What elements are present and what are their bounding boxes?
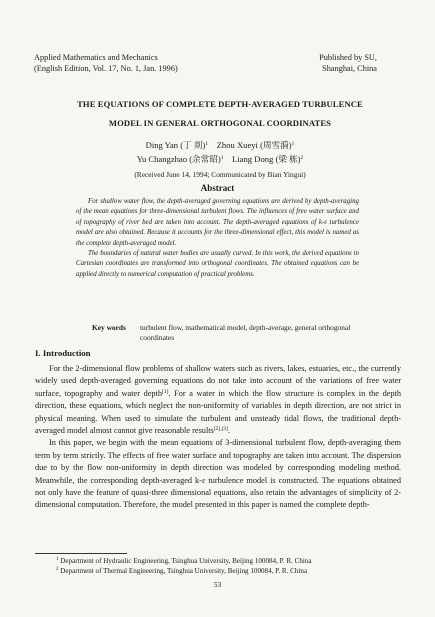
keywords-text: turbulent flow, mathematical model, depth-average, general orthogonal coordinates [140, 323, 351, 342]
author-yu-changzhao: Yu Changzhao (余常昭) [136, 154, 221, 164]
title-line-2: MODEL IN GENERAL ORTHOGONAL COORDINATES [108, 118, 332, 128]
paper-title [40, 95, 400, 133]
author-line-2 [20, 152, 420, 166]
journal-name: Applied Mathematics and Mechanics [34, 53, 158, 62]
footnote-mark: 1 [56, 557, 59, 562]
footnote-1 [56, 556, 312, 566]
intro-paragraph-2: In this paper, we begin with the mean equations of 3-dimensional turbulent flow, depth-averaging them term by term strictly. The effects of free water surface and topography are taken into account. The dispersion due to by the flow non-uniformity in depth direction was modeled by corresponding modeling method. Meanwhile, the corresponding depth-averaged k-ε turbulence model is constructed. The equations obtained not only have the feature of quasi-three dimensional equations, also retain the advantages of simplicity of 2-dimensional computation. Therefore, the model presented in this paper is named the complete depth- [35, 438, 401, 510]
section-heading-introduction: I. Introduction [35, 348, 91, 358]
publisher: Published by SU, [319, 53, 377, 62]
abstract-paragraph-2: The boundaries of natural water bodies are usually curved. In this work, the derived equations in Cartesian coordinates are transformed into orthogonal coordinates. The obtained equations can be applied directly to numerical computation of practical problems. [76, 250, 359, 278]
abstract-heading: Abstract [200, 183, 235, 193]
footnote-mark: 2 [56, 567, 59, 572]
affiliation-mark: 1 [205, 141, 209, 147]
footnote-2-text: Department of Thermal Engineering, Tsinghua University, Beijing 100084, P. R. China [60, 567, 308, 575]
received-note: (Received June 14, 1994; Communicated by Bian Yingui) [134, 170, 306, 179]
abstract-paragraph-1: For shallow water flow, the depth-averaged governing equations are derived by depth-averaging of the mean equations for three-dimensional turbulent flows. The influences of free water surface and of topography of river bed are taken into account. The depth-averaged equations of k-ε turbulence model are also obtained. Because it accounts for the three-dimensional effect, this model is named as the complete depth-averaged model. [76, 198, 359, 247]
author-ding-yan: Ding Yan (丁 剡) [145, 140, 206, 150]
affiliation-mark: 1 [220, 155, 224, 161]
introduction-body [35, 363, 401, 512]
journal-edition: (English Edition, Vol. 17, No. 1, Jan. 1996) [34, 64, 178, 73]
intro-p1-text-b: . For a water in which the flow structure is complex in the depth direction, these equations, which neglect the non-uniformity of variables in depth direction, are not strict in physical meaning. When used to simulate the turbulent and unsteady tidal flows, the traditional depth-averaged model almost cannot give reasonable results [35, 388, 402, 436]
affiliation-mark: 2 [300, 155, 304, 161]
author-list [20, 138, 420, 166]
citation-ref: [1] [162, 388, 169, 395]
footnote-2 [56, 566, 307, 576]
publisher-location: Shanghai, China [322, 64, 377, 73]
title-line-1: THE EQUATIONS OF COMPLETE DEPTH-AVERAGED TURBULENCE [77, 99, 363, 109]
intro-paragraph-1 [35, 363, 401, 437]
journal-header [34, 52, 178, 74]
intro-p1-text-c: . [227, 426, 231, 436]
publisher-header [319, 52, 377, 74]
page-number: 53 [213, 580, 222, 589]
affiliation-mark: 1 [291, 141, 295, 147]
footnote-1-text: Department of Hydraulic Engineering, Tsinghua University, Beijing 100084, P. R. China [60, 557, 312, 565]
author-zhou-xueyi: Zhou Xueyi (周雪漪) [216, 140, 292, 150]
footnote-divider [35, 553, 127, 554]
author-liang-dong: Liang Dong (梁 栋) [232, 154, 301, 164]
keywords-label: Key words [92, 323, 126, 332]
abstract-body [76, 197, 359, 280]
citation-ref: [2],[3] [213, 426, 228, 433]
intro-p1-text-a: For the 2-dimensional flow problems of shallow waters such as rivers, lakes, estuaries, etc., the currently widely used depth-averaged governing equations do not take into account of the variations of free water surface, topography and water depth [35, 364, 401, 398]
author-line-1 [20, 138, 420, 152]
